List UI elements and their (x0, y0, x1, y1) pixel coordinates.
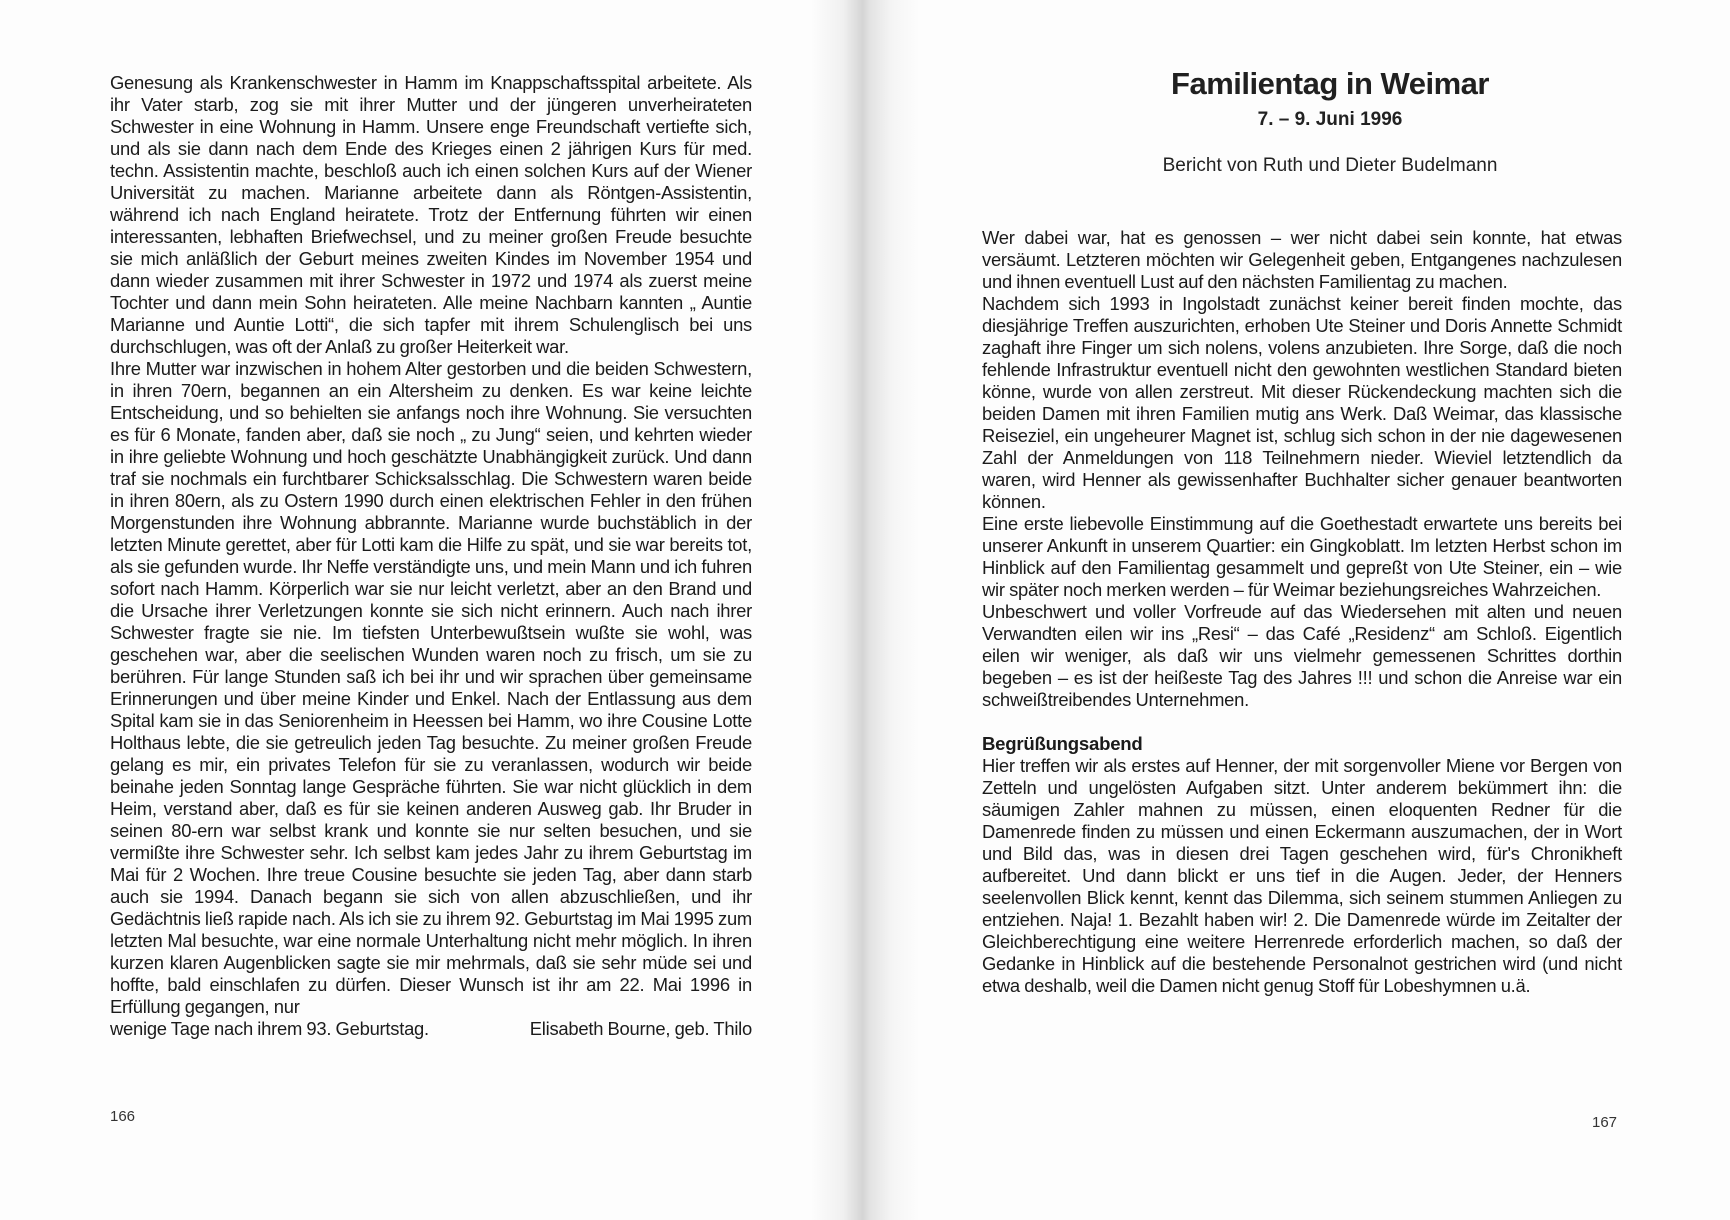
body-paragraph: Wer dabei war, hat es genossen – wer nicht dabei sein konnte, hat etwas versäumt. Letzteren möchten wir Gelegenheit geben, Entgangenes nachzulesen und ihnen eventuell Lust auf den nächsten Familientag zu machen. (982, 227, 1622, 292)
right-page-body (982, 227, 1622, 997)
article-title: Familientag in Weimar (1171, 66, 1489, 101)
closing-line (110, 1018, 752, 1040)
body-paragraph: Ihre Mutter war inzwischen in hohem Alter gestorben und die beiden Schwestern, in ihren 70ern, begannen an ein Altersheim zu denken. Es war keine leichte Entscheidung, und so behielten sie anfangs noch ihre Wohnung. Sie versuchten es für 6 Monate, fanden aber, daß sie noch „ zu Jung“ seien, und kehrten wieder in ihre geliebte Wohnung und hoch geschätzte Unabhängigkeit zurück. Und dann traf sie nochmals ein furchtbarer Schicksalsschlag. Die Schwestern waren beide in ihren 80ern, als zu Ostern 1990 durch einen elektrischen Fehler in den frühen Morgenstunden ihre Wohnung abbrannte. Marianne wurde buchstäblich in der letzten Minute gerettet, aber für Lotti kam die Hilfe zu spät, und sie war bereits tot, als sie gefunden wurde. Ihr Neffe verständigte uns, und mein Mann und ich fuhren sofort nach Hamm. Körperlich war sie nur leicht verletzt, aber an den Brand und die Ursache ihrer Verletzungen konnte sie sich nicht erinnern. Auch nach ihrer Schwester fragte sie nie. Im tiefsten Unterbewußtsein wußte sie wohl, was geschehen war, aber die seelischen Wunden waren noch zu frisch, um sie zu berühren. Für lange Stunden saß ich bei ihr und wir sprachen über gemeinsame Erinnerungen und über meine Kinder und Enkel. Nach der Entlassung aus dem Spital kam sie in das Seniorenheim in Heessen bei Hamm, wo ihre Cousine Lotte Holthaus lebte, die sie getreulich jeden Tag besuchte. Zu meiner großen Freude gelang es mir, ein privates Telefon für sie zu veranlassen, wodurch wir beide beinahe jeden Sonntag lange Gespräche führten. Sie war nicht glücklich in dem Heim, verstand aber, daß es für sie keinen anderen Ausweg gab. Ihr Bruder in seinen 80-ern war selbst krank und konnte sie nur selten besuchen, und sie vermißte ihre Schwester sehr. Ich selbst kam jedes Jahr zu ihrem Geburtstag im Mai für 2 Wochen. Ihre treue Cousine besuchte sie jeden Tag, aber dann starb auch sie 1994. Danach begann sie sich von allen abzuschließen, und ihr Gedächtnis ließ rapide nach. Als ich sie zu ihrem 92. Geburtstag im Mai 1995 zum letzten Mal besuchte, war eine normale Unterhaltung nicht mehr möglich. In ihren kurzen klaren Augenblicken sagte sie mir mehrmals, daß sie sehr müde sei und hoffte, bald einschlafen zu dürfen. Dieser Wunsch ist ihr am 22. Mai 1996 in Erfüllung gegangen, nur (110, 358, 752, 1017)
page-number: 167 (1592, 1114, 1618, 1131)
section-heading: Begrüßungsabend (982, 733, 1143, 754)
right-page (880, 0, 1730, 1220)
body-paragraph: Hier treffen wir als erstes auf Henner, der mit sorgenvoller Miene vor Bergen von Zetteln und ungelösten Aufgaben sitzt. Unter anderem bekümmert ihn: die säumigen Zahler mahnen zu müssen, einen eloquenten Redner für die Damenrede finden zu müssen und einen Eckermann auszumachen, der in Wort und Bild das, was in diesen drei Tagen geschehen wird, für's Chronikheft aufbereitet. Und dann blickt er uns tief in die Augen. Jeder, der Henners seelenvollen Blick kennt, kennt das Dilemma, sich seinem stummen Anliegen zu entziehen. Naja! 1. Bezahlt haben wir! 2. Die Damenrede würde im Zeitalter der Gleichberechtigung eine weitere Herrenrede erforderlich machen, so daß der Gedanke in Hinblick auf die bestehende Personalnot gestrichen wird (und nicht etwa deshalb, weil die Damen nicht genug Stoff für Lobeshymnen u.ä. (982, 755, 1622, 996)
closing-text: wenige Tage nach ihrem 93. Geburtstag. (110, 1018, 429, 1039)
author-signature: Elisabeth Bourne, geb. Thilo (529, 1018, 752, 1039)
body-paragraph: Eine erste liebevolle Einstimmung auf die Goethestadt erwartete uns bereits bei unserer Ankunft in unserem Quartier: ein Gingkoblatt. Im letzten Herbst schon im Hinblick auf den Familientag gesammelt und gepreßt von Ute Steiner, ein – wie wir später noch merken werden – für Weimar beziehungsreiches Wahrzeichen. (982, 513, 1622, 600)
left-page-body (110, 72, 752, 1040)
body-paragraph: Genesung als Krankenschwester in Hamm im Knappschaftsspital arbeitete. Als ihr Vater starb, zog sie mit ihrer Mutter und der jüngeren unverheirateten Schwester in eine Wohnung in Hamm. Unsere enge Freundschaft vertiefte sich, und als sie dann nach dem Ende des Krieges einen 2 jährigen Kurs für med. techn. Assistentin machte, beschloß auch ich einen solchen Kurs auf der Wiener Universität zu machen. Marianne arbeitete dann als Röntgen-Assistentin, während ich nach England heiratete. Trotz der Entfernung führten wir einen interessanten, lebhaften Briefwechsel, und zu meiner großen Freude besuchte sie mich anläßlich der Geburt meines zweiten Kindes im November 1954 und dann wieder zusammen mit ihrer Schwester in 1972 und 1974 als zuerst meine Tochter und dann mein Sohn heirateten. Alle meine Nachbarn kannten „ Auntie Marianne und Auntie Lotti“, die sich tapfer mit ihrem Schulenglisch bei uns durchschlugen, was oft der Anlaß zu großer Heiterkeit war. (110, 72, 752, 357)
body-paragraph: Nachdem sich 1993 in Ingolstadt zunächst keiner bereit finden mochte, das diesjährige Treffen auszurichten, erhoben Ute Steiner und Doris Annette Schmidt zaghaft ihre Finger um sich nolens, volens anzubieten. Ihre Sorge, daß die noch fehlende Infrastruktur eventuell nicht den gewohnten westlichen Standard bieten könne, wurde von allen zerstreut. Mit dieser Rückendeckung machten sich die beiden Damen mit ihren Familien mutig ans Werk. Daß Weimar, das klassische Reiseziel, ein ungeheurer Magnet ist, schlug sich schon in der nie dagewesenen Zahl der Anmeldungen von 118 Teilnehmern nieder. Wieviel letztendlich da waren, wird Henner als gewissenhafter Buchhalter sicher genauer beantworten können. (982, 293, 1622, 512)
article-date: 7. – 9. Juni 1996 (1257, 109, 1403, 130)
body-paragraph: Unbeschwert und voller Vorfreude auf das Wiedersehen mit alten und neuen Verwandten eilen wir ins „Resi“ – das Café „Residenz“ am Schloß. Eigentlich eilen wir weniger, als daß wir uns vielmehr gemessenen Schrittes dorthin begeben – es ist der heißeste Tag des Jahres !!! und schon die Anreise war ein schweißtreibendes Unternehmen. (982, 601, 1622, 710)
left-page (0, 0, 830, 1220)
page-number: 166 (110, 1108, 136, 1125)
article-byline: Bericht von Ruth und Dieter Budelmann (1162, 155, 1498, 176)
